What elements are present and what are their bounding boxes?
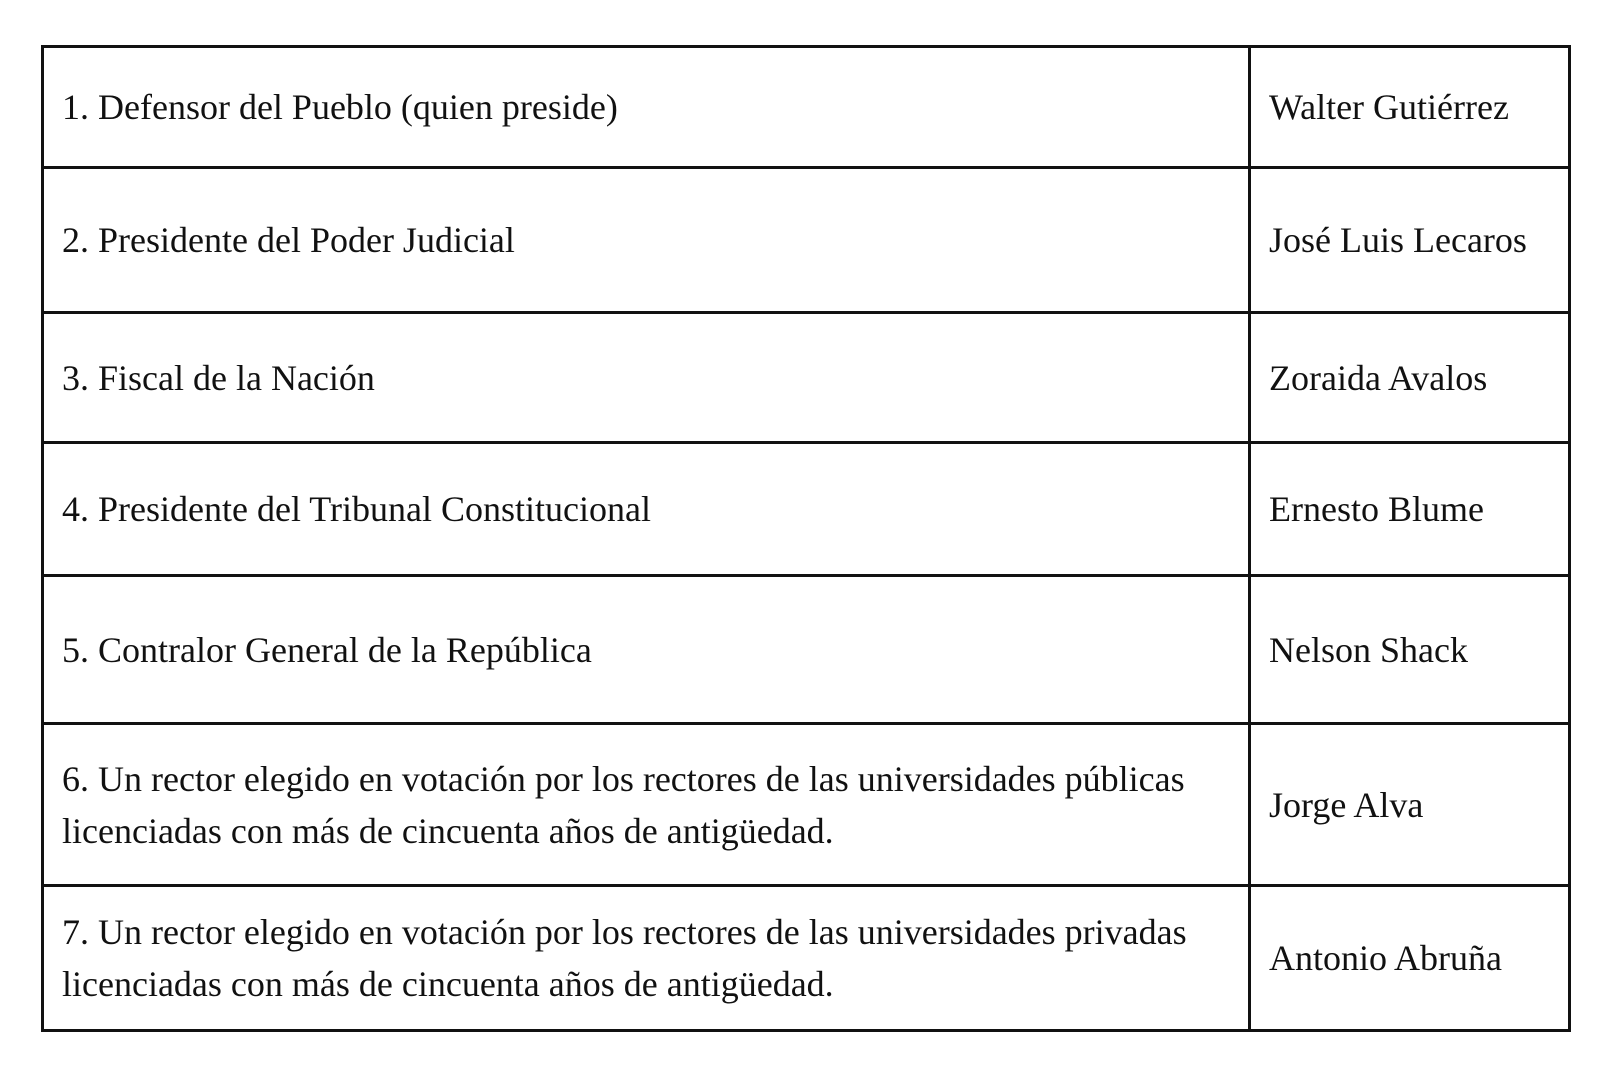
name-cell: [1250, 724, 1570, 886]
name-text: Ernesto Blume: [1269, 489, 1484, 529]
name-cell: [1250, 47, 1570, 168]
table-row: [43, 886, 1570, 1031]
name-text: Walter Gutiérrez: [1269, 87, 1509, 127]
role-text: 5. Contralor General de la República: [62, 629, 592, 670]
name-cell: [1250, 168, 1570, 313]
name-text: José Luis Lecaros: [1269, 220, 1527, 260]
role-cell: [43, 313, 1250, 443]
name-text: Zoraida Avalos: [1269, 357, 1488, 398]
role-text: 3. Fiscal de la Nación: [62, 357, 375, 398]
role-cell: [43, 47, 1250, 168]
role-cell: [43, 443, 1250, 576]
name-cell: [1250, 443, 1570, 576]
name-cell: [1250, 576, 1570, 724]
role-text: 1. Defensor del Pueblo (quien preside): [62, 87, 618, 127]
name-text: Antonio Abruña: [1269, 938, 1502, 978]
name-cell: [1250, 313, 1570, 443]
table-row: [43, 443, 1570, 576]
role-text: 6. Un rector elegido en votación por los rectores de las universidades públicas licenciadas con más de cincuenta años de antigüedad.: [62, 758, 1185, 851]
role-cell: [43, 886, 1250, 1031]
role-cell: [43, 724, 1250, 886]
members-table: [41, 45, 1571, 1032]
role-cell: [43, 168, 1250, 313]
table-row: [43, 576, 1570, 724]
name-cell: [1250, 886, 1570, 1031]
role-text: 7. Un rector elegido en votación por los rectores de las universidades privadas licenciadas con más de cincuenta años de antigüedad.: [62, 912, 1187, 1004]
table-row: [43, 168, 1570, 313]
name-text: Jorge Alva: [1269, 784, 1424, 825]
role-text: 2. Presidente del Poder Judicial: [62, 220, 515, 260]
table-row: [43, 313, 1570, 443]
table-row: [43, 724, 1570, 886]
table-row: [43, 47, 1570, 168]
role-text: 4. Presidente del Tribunal Constitucional: [62, 489, 651, 529]
role-cell: [43, 576, 1250, 724]
name-text: Nelson Shack: [1269, 629, 1468, 670]
